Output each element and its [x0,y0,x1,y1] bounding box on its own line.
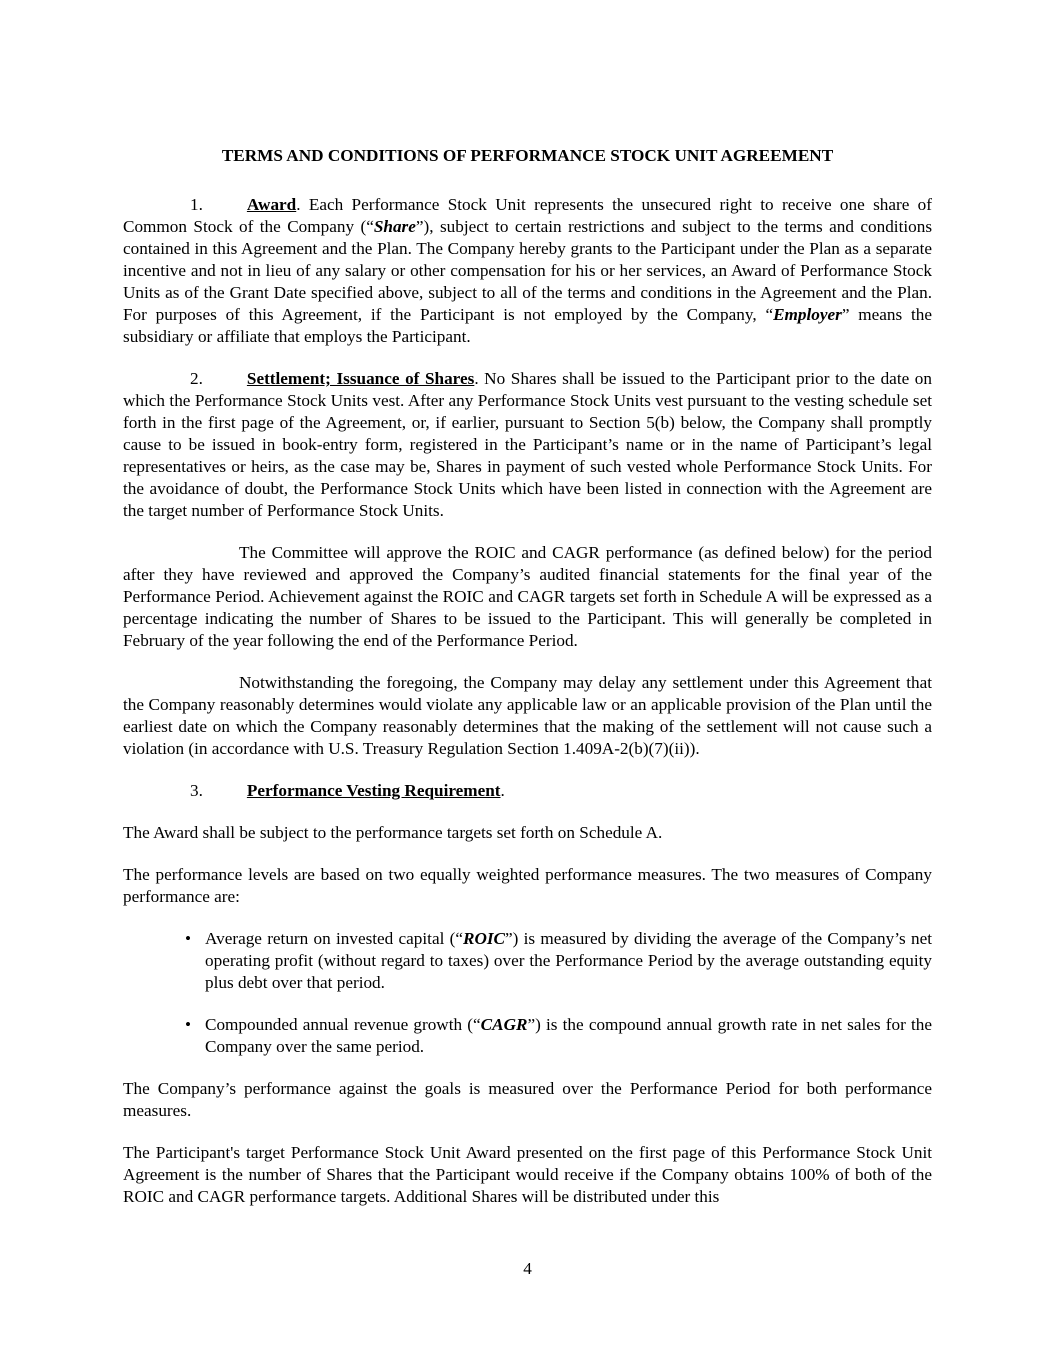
bullet-marker-icon: • [185,1015,192,1034]
page-number: 4 [523,1259,532,1278]
list-item-roic [123,928,932,994]
bullet-text-cagr: Compounded annual revenue growth (“CAGR”) is the compound annual growth rate in net sales for the Company over the same period. [205,1015,933,1056]
paragraph-settlement-delay: Notwithstanding the foregoing, the Company may delay any settlement under this Agreement that the Company reasonably determines would violate any applicable law or an applicable provision of the Plan until the earliest date on which the Company reasonably determines that the making of the settlement will not cause such a violation (in accordance with U.S. Treasury Regulation Section 1.409A-2(b)(7)(ii)). [123,673,932,758]
bullet-marker-icon: • [185,929,192,948]
paragraph-performance-levels: The performance levels are based on two equally weighted performance measures. The two measures of Company performance are: [123,865,932,906]
paragraph-award-targets: The Award shall be subject to the performance targets set forth on Schedule A. [123,823,663,842]
paragraph-measurement-period: The Company’s performance against the goals is measured over the Performance Period for both performance measures. [123,1079,932,1120]
paragraph-committee-approval: The Committee will approve the ROIC and CAGR performance (as defined below) for the period after they have reviewed and approved the Company’s audited financial statements for the final year of the Performance Period. Achievement against the ROIC and CAGR targets set forth in Schedule A will be expressed as a percentage indicating the number of Shares to be issued to the Participant. This will generally be completed in February of the year following the end of the Performance Period. [123,543,932,650]
bullet-text-roic: Average return on invested capital (“ROIC”) is measured by dividing the average of the Company’s net operating profit (without regard to taxes) over the Performance Period by the average outstanding equity plus debt over that period. [205,929,932,992]
paragraph-1-award: 1. Award. Each Performance Stock Unit represents the unsecured right to receive one share of Common Stock of the Company (“Share”), subject to certain restrictions and subject to the terms and conditions contained in this Agreement and the Plan. The Company hereby grants to the Participant under the Plan as a separate incentive and not in lieu of any salary or other compensation for his or her services, an Award of Performance Stock Units as of the Grant Date specified above, subject to all of the terms and conditions in the Agreement and the Plan. For purposes of this Agreement, if the Participant is not employed by the Company, “Employer” means the subsidiary or affiliate that employs the Participant. [123,195,933,346]
list-item-cagr [123,1014,932,1058]
heading-3-performance-vesting: 3. Performance Vesting Requirement. [190,781,505,800]
paragraph-2-settlement: 2. Settlement; Issuance of Shares. No Shares shall be issued to the Participant prior to the date on which the Performance Stock Units vest. After any Performance Stock Units vest pursuant to the vesting schedule set forth in the first page of the Agreement, or, if earlier, pursuant to Section 5(b) below, the Company shall promptly cause to be issued in book-entry form, registered in the Participant’s name or in the name of Participant’s legal representatives or heirs, as the case may be, Shares in payment of such vested whole Performance Stock Units. For the avoidance of doubt, the Performance Stock Units which have been listed in connection with the Agreement are the target number of Performance Stock Units. [123,369,932,520]
document-title: TERMS AND CONDITIONS OF PERFORMANCE STOCK UNIT AGREEMENT [221,146,834,165]
paragraph-target-award: The Participant's target Performance Stock Unit Award presented on the first page of this Performance Stock Unit Agreement is the number of Shares that the Participant would receive if the Company obtains 100% of both of the ROIC and CAGR performance targets. Additional Shares will be distributed under this [123,1143,932,1206]
